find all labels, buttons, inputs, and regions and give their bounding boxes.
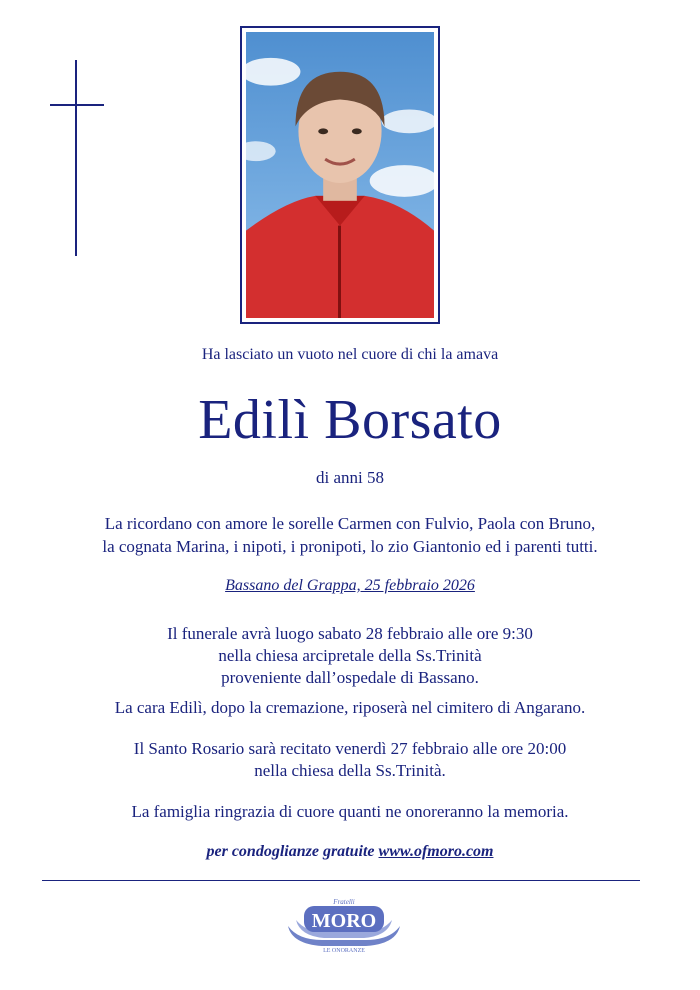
rosary-info	[0, 738, 700, 782]
portrait-frame	[240, 26, 440, 324]
rosary-line: Il Santo Rosario sarà recitato venerdì 27 febbraio alle ore 20:00	[133, 739, 567, 758]
burial-info: La cara Edilì, dopo la cremazione, riposerà nel cimitero di Angarano.	[114, 698, 586, 717]
condolences	[0, 843, 700, 861]
thanks-text: La famiglia ringrazia di cuore quanti ne onoreranno la memoria.	[131, 802, 569, 821]
logo-top-text: Fratelli	[333, 898, 355, 906]
funeral-line: nella chiesa arcipretale della Ss.Trinità	[218, 646, 482, 665]
place-date	[0, 577, 700, 595]
funeral-line: proveniente dall’ospedale di Bassano.	[221, 668, 479, 687]
cross-icon	[50, 60, 104, 256]
moro-logo	[282, 896, 406, 954]
mourners-text	[0, 512, 700, 558]
rosary-line: nella chiesa della Ss.Trinità.	[254, 761, 446, 780]
mourners-line: la cognata Marina, i nipoti, i pronipoti, lo zio Giantonio ed i parenti tutti.	[102, 537, 598, 556]
place-date-text: Bassano del Grappa, 25 febbraio 2026	[225, 577, 475, 594]
subtitle: Ha lasciato un vuoto nel cuore di chi la amava	[201, 346, 499, 363]
logo-brand-text: MORO	[311, 910, 377, 932]
condolences-label: per condoglianze gratuite	[206, 843, 375, 860]
logo-bottom-text: LE ONORANZE	[323, 948, 365, 954]
divider	[42, 880, 640, 881]
mourners-line: La ricordano con amore le sorelle Carmen con Fulvio, Paola con Bruno,	[104, 514, 596, 533]
portrait-photo	[246, 32, 434, 318]
deceased-name: Edilì Borsato	[198, 389, 502, 451]
funeral-info	[0, 623, 700, 689]
condolences-link[interactable]: www.ofmoro.com	[378, 843, 494, 860]
age: di anni 58	[316, 468, 384, 487]
funeral-line: Il funerale avrà luogo sabato 28 febbraio alle ore 9:30	[167, 624, 533, 643]
